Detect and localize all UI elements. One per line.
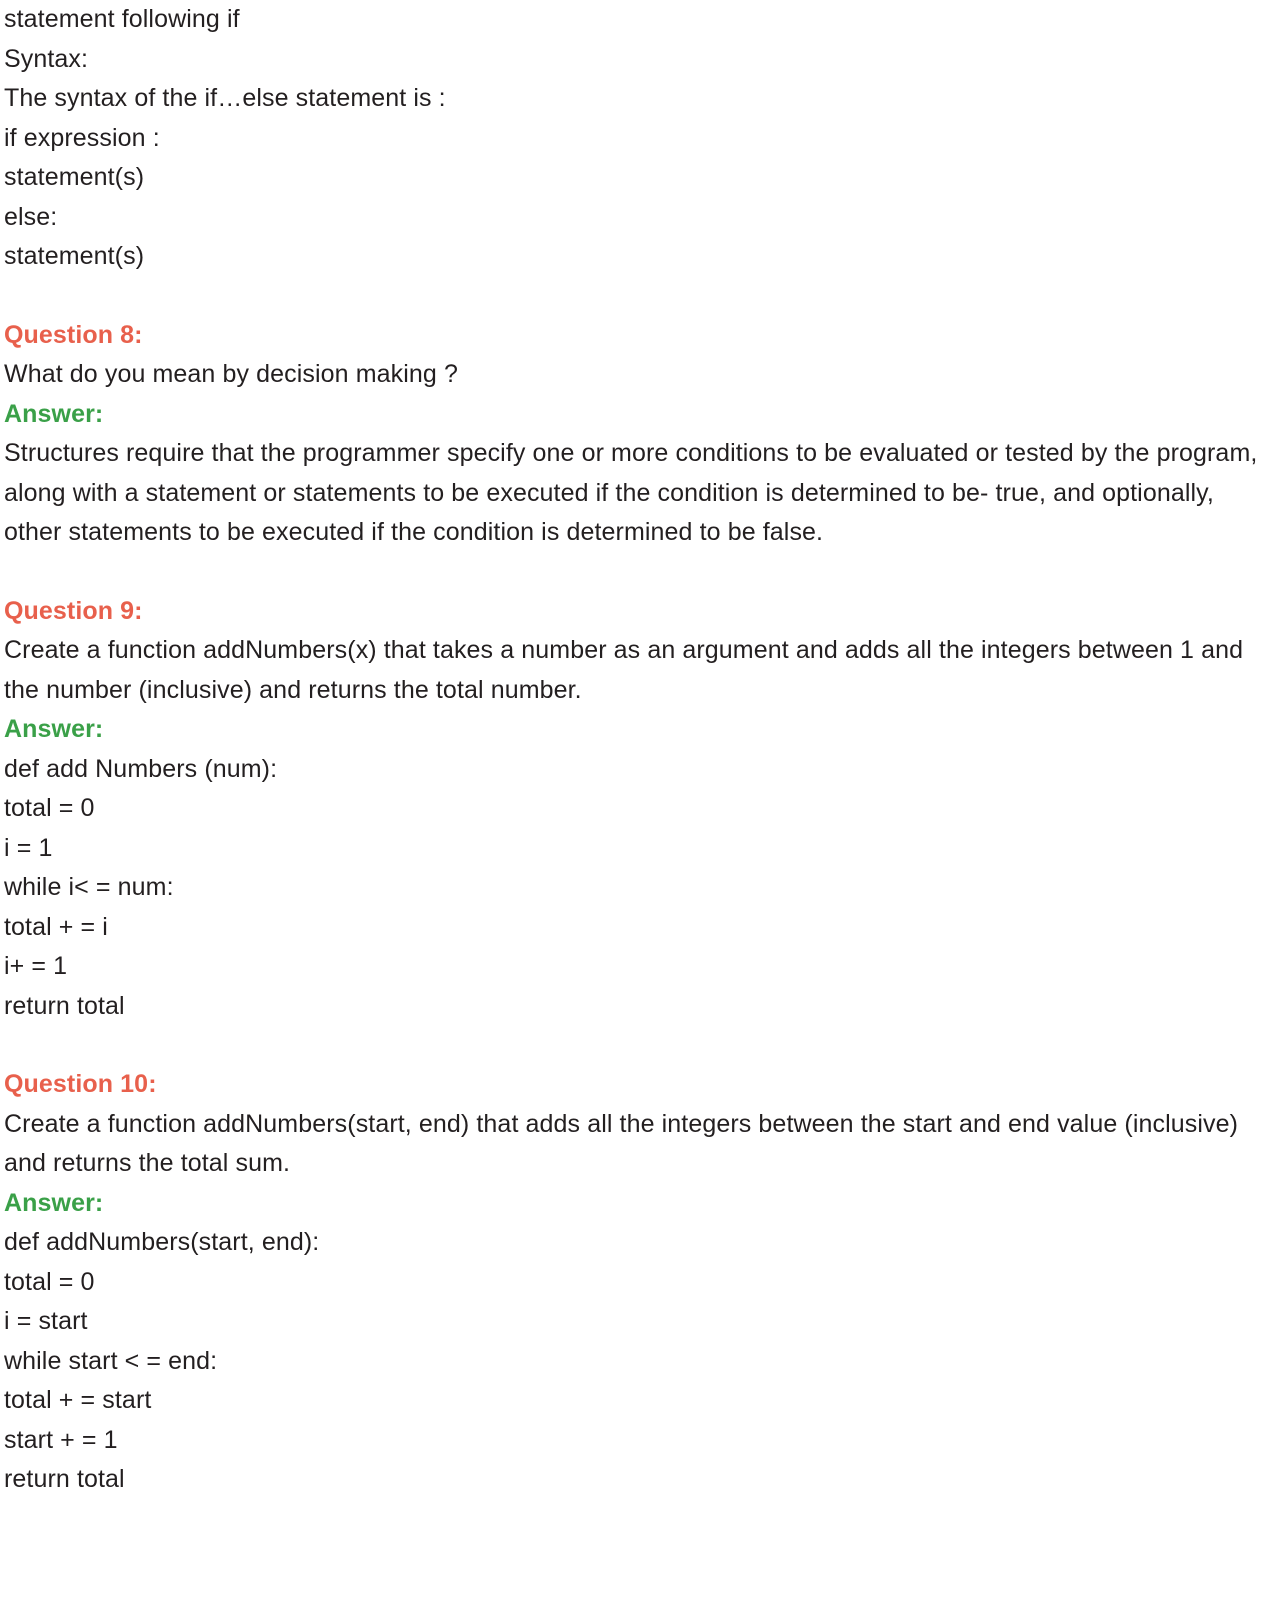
question-section-10 [4,1065,1265,1500]
code-line: while i< = num: [4,873,174,901]
answer-heading: Answer: [4,1188,104,1217]
code-line: while start < = end: [4,1346,218,1375]
question-heading: Question 10: [4,1070,157,1098]
answer-heading: Answer: [4,715,104,743]
section-spacer [4,553,1265,592]
intro-block [4,0,1265,277]
answer-heading: Answer: [4,399,104,428]
intro-line: statement following if [4,5,240,33]
section-spacer [4,1026,1265,1065]
question-heading: Question 9: [4,596,143,625]
intro-line: statement(s) [4,163,145,191]
intro-line: else: [4,202,58,231]
section-spacer [4,277,1265,316]
code-line: i = start [4,1307,88,1335]
intro-line: Syntax: [4,44,89,73]
code-line: i+ = 1 [4,952,68,980]
code-line: i = 1 [4,833,53,862]
code-line: total = 0 [4,1267,95,1296]
question-section-8 [4,316,1265,553]
question-text: Create a function addNumbers(x) that takes a number as an argument and adds all the integers between 1 and the number (inclusive) and returns the total number. [4,636,1244,704]
code-line: start + = 1 [4,1425,118,1454]
intro-line: statement(s) [4,242,145,270]
code-line: return total [4,991,125,1020]
code-line: total = 0 [4,794,95,822]
question-text: Create a function addNumbers(start, end) that adds all the integers between the start and end value (inclusive) and returns the total sum. [4,1109,1239,1177]
question-heading: Question 8: [4,320,143,349]
code-line: def addNumbers(start, end): [4,1228,320,1256]
question-text: What do you mean by decision making ? [4,360,458,388]
answer-paragraph: Structures require that the programmer specify one or more conditions to be evaluated or tested by the program, along with a statement or statements to be executed if the condition is determined to be- true, and optionally, other statements to be executed if the condition is determined to be false. [4,439,1258,546]
code-line: total + = start [4,1386,152,1414]
intro-line: if expression : [4,123,160,152]
intro-line: The syntax of the if…else statement is : [4,84,446,112]
question-section-9 [4,592,1265,1027]
code-line: return total [4,1465,125,1493]
code-line: def add Numbers (num): [4,754,278,783]
code-line: total + = i [4,912,108,941]
